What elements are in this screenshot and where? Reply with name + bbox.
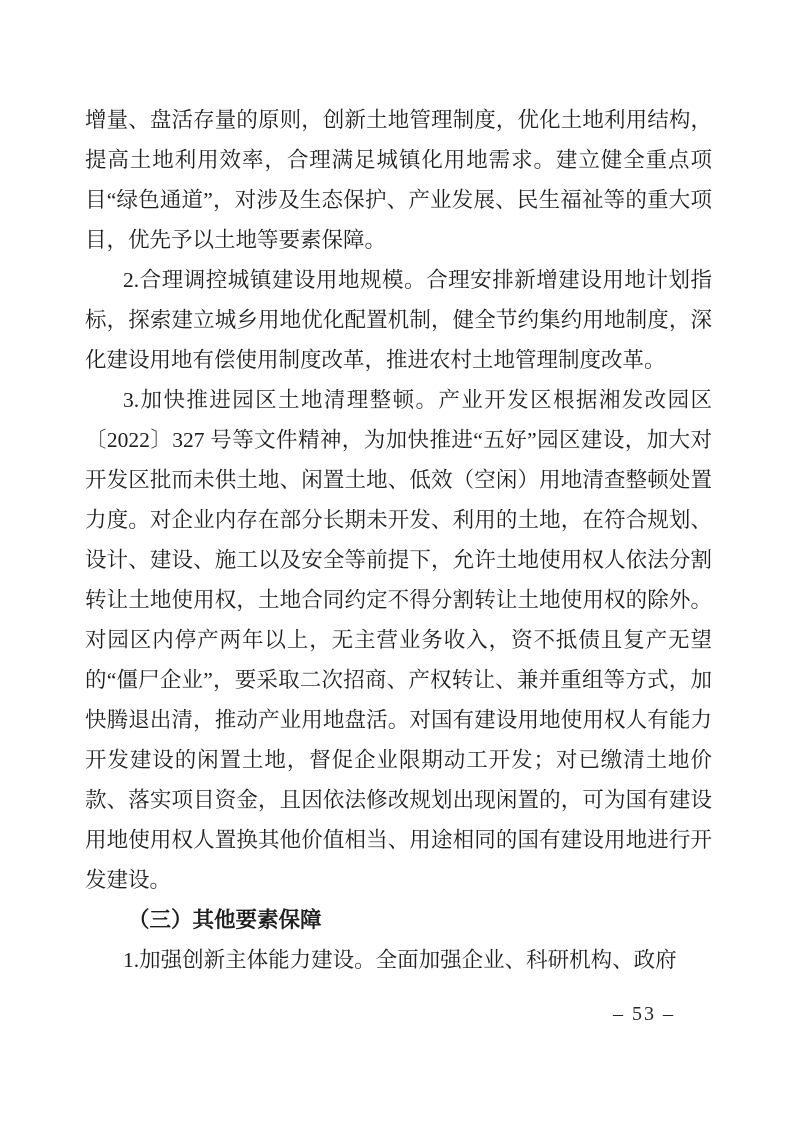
page-number: – 53 – (613, 1003, 675, 1025)
body-paragraph-park-land: 3.加快推进园区土地清理整顿。产业开发区根据湘发改园区〔2022〕327 号等文件精神，为加快推进“五好”园区建设，加大对开发区批而未供土地、闲置土地、低效（空闲）用地清查整顿处置力度。对企业内存在部分长期未开发、利用的土地，在符合规划、设计、建设、施工以及安全等前提下，允许土地使用权人依法分割转让土地使用权，土地合同约定不得分割转让土地使用权的除外。对园区内停产两年以上，无主营业务收入，资不抵债且复产无望的“僵尸企业”，要采取二次招商、产权转让、兼并重组等方式，加快腾退出清，推动产业用地盘活。对国有建设用地使用权人有能力开发建设的闲置土地，督促企业限期动工开发；对已缴清土地价款、落实项目资金，且因依法修改规划出现闲置的，可为国有建设用地使用权人置换其他价值相当、用途相同的国有建设用地进行开发建设。 (85, 388, 712, 892)
document-body (85, 100, 712, 980)
body-paragraph-innovation: 1.加强创新主体能力建设。全面加强企业、科研机构、政府 (123, 948, 677, 972)
body-paragraph-continuation: 增量、盘活存量的原则，创新土地管理制度，优化土地利用结构，提高土地利用效率，合理满足城镇化用地需求。建立健全重点项目“绿色通道”，对涉及生态保护、产业发展、民生福祉等的重大项目，优先予以土地等要素保障。 (85, 108, 712, 252)
body-paragraph-land-scale: 2.合理调控城镇建设用地规模。合理安排新增建设用地计划指标，探索建立城乡用地优化配置机制，健全节约集约用地制度，深化建设用地有偿使用制度改革，推进农村土地管理制度改革。 (85, 268, 712, 372)
section-heading-other-guarantees: （三）其他要素保障 (128, 908, 322, 932)
